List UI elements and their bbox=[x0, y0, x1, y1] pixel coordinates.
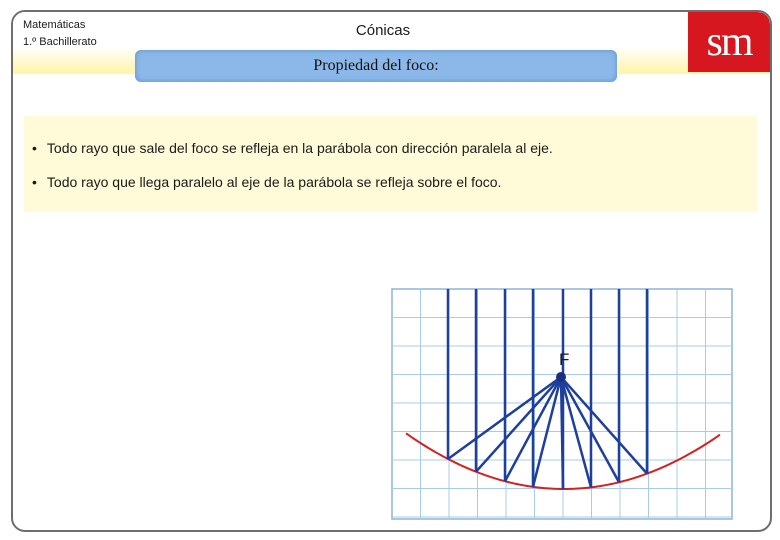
parabola-reflection-diagram bbox=[379, 276, 735, 522]
bullet-item bbox=[32, 140, 553, 156]
publisher-logo-text: sm bbox=[706, 19, 752, 65]
bullet-item bbox=[32, 174, 501, 190]
bullet-dot-icon: • bbox=[32, 174, 37, 190]
bullet-text: Todo rayo que llega paralelo al eje de la parábola se refleja sobre el foco. bbox=[46, 174, 502, 190]
text-panel bbox=[24, 116, 757, 212]
bullet-dot-icon: • bbox=[32, 140, 37, 156]
bullet-text: Todo rayo que sale del foco se refleja en la parábola con dirección paralela al eje. bbox=[46, 140, 553, 156]
subject-label bbox=[23, 17, 97, 51]
focus-label: F bbox=[559, 350, 570, 369]
section-banner bbox=[135, 50, 617, 82]
subject-name: Matemáticas bbox=[23, 19, 86, 31]
chapter-title: Cónicas bbox=[355, 22, 411, 39]
publisher-logo bbox=[688, 12, 770, 72]
section-title: Propiedad del foco: bbox=[313, 57, 439, 74]
course-level: 1.º Bachillerato bbox=[23, 36, 97, 48]
focus-point bbox=[556, 372, 566, 382]
